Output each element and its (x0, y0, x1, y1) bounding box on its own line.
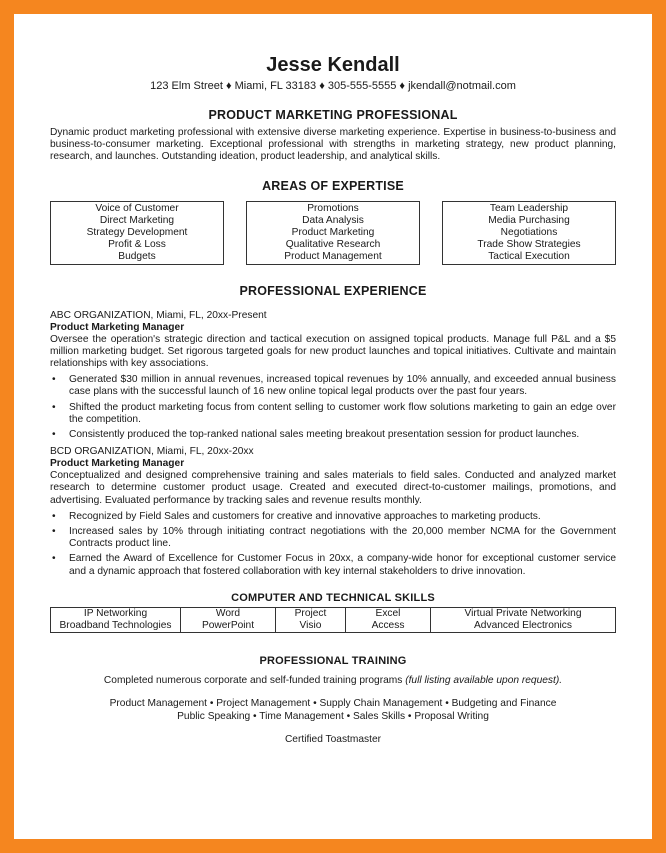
contact-line: 123 Elm Street ♦ Miami, FL 33183 ♦ 305-555-5555 ♦ jkendall@notmail.com (150, 80, 516, 92)
skill-item: Excel (375, 607, 401, 619)
expertise-box (50, 201, 224, 265)
expertise-item: Strategy Development (86, 226, 188, 238)
skills-cell (431, 607, 616, 632)
skills-title: COMPUTER AND TECHNICAL SKILLS (231, 591, 435, 604)
expertise-item: Profit & Loss (108, 238, 166, 250)
list-item: • Generated $30 million in annual revenues, increased topical revenues by 10% annually, and exceeded annual business case plans with the successful launch of 16 new online topical legal products over the past four years. (50, 374, 616, 398)
experience-title: PROFESSIONAL EXPERIENCE (239, 283, 427, 298)
expertise-item: Trade Show Strategies (477, 238, 581, 250)
job-entry (50, 446, 616, 578)
list-item: • Consistently produced the top-ranked national sales meeting breakout presentation session for product launches. (50, 429, 616, 441)
summary-title: PRODUCT MARKETING PROFESSIONAL (208, 108, 458, 122)
expertise-item: Direct Marketing (99, 214, 175, 226)
skills-cell (346, 607, 431, 632)
training-title: PROFESSIONAL TRAINING (259, 654, 407, 667)
expertise-item: Tactical Execution (488, 250, 570, 262)
resume-page (14, 14, 652, 839)
job-organization: ABC ORGANIZATION, Miami, FL, 20xx-Present (50, 309, 267, 321)
job-achievements (50, 374, 616, 441)
training-intro-text: Completed numerous corporate and self-funded training programs (103, 674, 403, 686)
job-description: Oversee the operation's strategic direction and tactical execution on assigned topical products. Manage full P&L and a $5 million marketing budget. Set rigorous targeted goals for new product launches and topical initiatives. Cultivate and maintain relationships with key associations. (50, 333, 616, 370)
skill-item: Broadband Technologies (59, 619, 172, 631)
job-description: Conceptualized and designed comprehensive training and sales materials to field sales. Conducted and analyzed market research to determine customer product usage. Created and executed direct-to-customer mailings, promotions, and advertising. Evaluated performance by tracking sales and revenue results monthly. (50, 470, 616, 506)
skills-cell (276, 607, 346, 632)
expertise-box (442, 201, 616, 265)
candidate-name: Jesse Kendall (266, 54, 400, 76)
expertise-item: Promotions (307, 202, 359, 214)
job-entry (50, 310, 616, 442)
skill-item: PowerPoint (201, 619, 255, 631)
expertise-box (246, 201, 420, 265)
job-achievements (50, 511, 616, 578)
skills-table (50, 607, 616, 633)
list-item: • Increased sales by 10% through initiating contract negotiations with the 20,000 member NCMA for the Government Contracts product line. (50, 526, 616, 550)
expertise-item: Qualitative Research (285, 238, 381, 250)
skill-item: Visio (299, 619, 322, 631)
job-organization: BCD ORGANIZATION, Miami, FL, 20xx-20xx (50, 446, 254, 458)
list-item: • Recognized by Field Sales and customers for creative and innovative approaches to marketing products. (50, 511, 616, 523)
list-item: • Earned the Award of Excellence for Customer Focus in 20xx, a company-wide honor for exceptional customer service and a dynamic approach that fostered collaboration with key internal stakeholders to drive innovation. (50, 553, 616, 577)
training-line: Public Speaking • Time Management • Sales Skills • Proposal Writing (177, 710, 489, 722)
expertise-item: Budgets (118, 250, 156, 262)
training-intro-note: (full listing available upon request). (405, 674, 563, 686)
training-intro (50, 675, 616, 688)
skill-item: IP Networking (83, 607, 148, 619)
summary-text: Dynamic product marketing professional with extensive diverse marketing experience. Expertise in business-to-business and business-to-consumer marketing. Exceptional professional with strengths in marketing strategy, new product planning, research, and launches. Outstanding ideation, product leadership, and analytical skills. (50, 127, 616, 163)
skill-item: Access (371, 619, 405, 631)
expertise-title: AREAS OF EXPERTISE (262, 178, 404, 193)
expertise-item: Product Management (284, 250, 382, 262)
job-role: Product Marketing Manager (50, 458, 185, 470)
expertise-item: Product Marketing (291, 226, 375, 238)
job-role: Product Marketing Manager (50, 321, 185, 333)
certification: Certified Toastmaster (284, 734, 382, 746)
skill-item: Word (215, 607, 241, 619)
list-item: • Shifted the product marketing focus from content selling to customer work flow solutions marketing to gain an edge over the competition. (50, 402, 616, 426)
training-line: Product Management • Project Management • Supply Chain Management • Budgeting and Finance (109, 698, 557, 710)
expertise-item: Voice of Customer (95, 202, 179, 214)
expertise-item: Negotiations (500, 226, 558, 238)
expertise-item: Media Purchasing (488, 214, 570, 226)
skills-cell (51, 607, 181, 632)
expertise-item: Data Analysis (302, 214, 364, 226)
expertise-item: Team Leadership (489, 202, 569, 214)
skills-cell (181, 607, 276, 632)
skill-item: Project (294, 607, 327, 619)
skill-item: Virtual Private Networking (464, 607, 582, 619)
skill-item: Advanced Electronics (474, 619, 572, 631)
expertise-boxes (50, 201, 616, 265)
